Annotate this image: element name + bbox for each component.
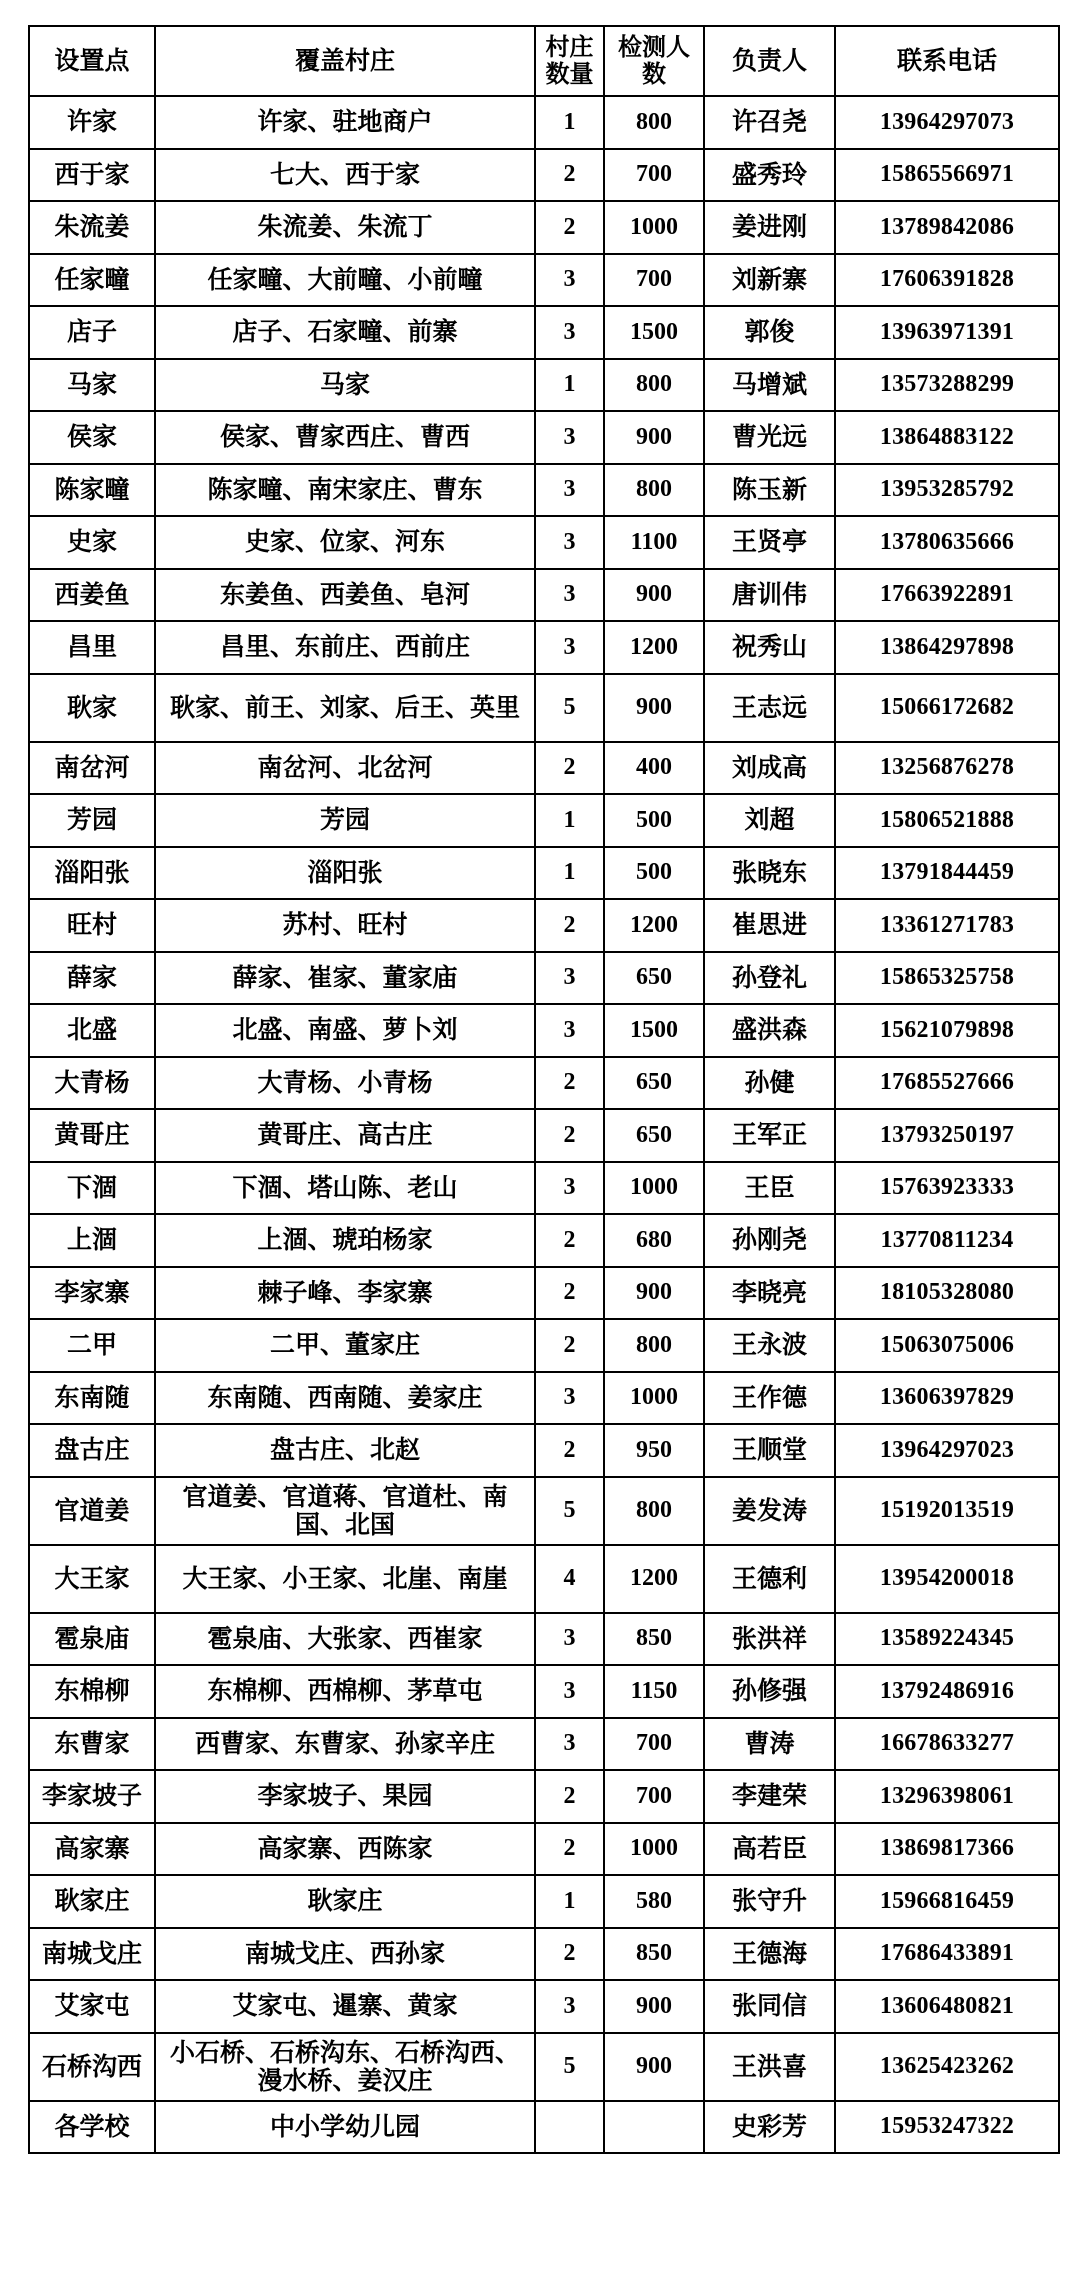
cell-people-count: 900: [604, 1267, 704, 1320]
table-row: [29, 621, 1059, 674]
cell-villages: 许家、驻地商户: [155, 96, 535, 149]
cell-site: 店子: [29, 306, 155, 359]
table-row: [29, 1980, 1059, 2033]
header-village-count: 村庄数量: [535, 26, 604, 96]
cell-site: 芳园: [29, 794, 155, 847]
cell-villages: 大王家、小王家、北崖、南崖: [155, 1545, 535, 1613]
table-header: [29, 26, 1059, 96]
cell-phone: 15953247322: [835, 2101, 1059, 2154]
table-row: [29, 899, 1059, 952]
cell-people-count: 1500: [604, 306, 704, 359]
cell-village-count: 3: [535, 569, 604, 622]
cell-site: 东曹家: [29, 1718, 155, 1771]
cell-site: 东棉柳: [29, 1665, 155, 1718]
cell-village-count: 3: [535, 1665, 604, 1718]
cell-leader: 孙健: [704, 1057, 835, 1110]
cell-villages: 东南随、西南随、姜家庄: [155, 1372, 535, 1425]
cell-phone: 15865325758: [835, 952, 1059, 1005]
cell-villages: 七大、西于家: [155, 149, 535, 202]
cell-site: 下涸: [29, 1162, 155, 1215]
cell-leader: 盛秀玲: [704, 149, 835, 202]
table-row: [29, 1928, 1059, 1981]
cell-phone: 13589224345: [835, 1613, 1059, 1666]
header-row: [29, 26, 1059, 96]
cell-villages: 大青杨、小青杨: [155, 1057, 535, 1110]
cell-villages: 史家、位家、河东: [155, 516, 535, 569]
cell-villages: 盘古庄、北赵: [155, 1424, 535, 1477]
cell-village-count: 3: [535, 464, 604, 517]
cell-site: 石桥沟西: [29, 2033, 155, 2101]
table-row: [29, 1162, 1059, 1215]
cell-leader: 王志远: [704, 674, 835, 742]
cell-people-count: 800: [604, 464, 704, 517]
cell-phone: 13954200018: [835, 1545, 1059, 1613]
cell-villages: 二甲、董家庄: [155, 1319, 535, 1372]
cell-site: 官道姜: [29, 1477, 155, 1545]
cell-leader: 刘新寨: [704, 254, 835, 307]
cell-village-count: 1: [535, 847, 604, 900]
cell-people-count: 680: [604, 1214, 704, 1267]
cell-site: 昌里: [29, 621, 155, 674]
table-row: [29, 1004, 1059, 1057]
cell-villages: 北盛、南盛、萝卜刘: [155, 1004, 535, 1057]
cell-villages: 南城戈庄、西孙家: [155, 1928, 535, 1981]
cell-villages: 陈家疃、南宋家庄、曹东: [155, 464, 535, 517]
header-leader: 负责人: [704, 26, 835, 96]
cell-site: 南城戈庄: [29, 1928, 155, 1981]
cell-people-count: 800: [604, 1319, 704, 1372]
table-row: [29, 2101, 1059, 2154]
cell-village-count: 2: [535, 201, 604, 254]
cell-leader: 刘超: [704, 794, 835, 847]
table-body: [29, 96, 1059, 2153]
cell-people-count: 400: [604, 742, 704, 795]
cell-people-count: 1200: [604, 1545, 704, 1613]
table-row: [29, 1372, 1059, 1425]
cell-village-count: 3: [535, 411, 604, 464]
cell-people-count: 650: [604, 952, 704, 1005]
cell-village-count: 2: [535, 1823, 604, 1876]
cell-site: 耿家庄: [29, 1875, 155, 1928]
cell-people-count: 900: [604, 1980, 704, 2033]
table-row: [29, 411, 1059, 464]
cell-phone: 13792486916: [835, 1665, 1059, 1718]
cell-people-count: 700: [604, 1718, 704, 1771]
cell-villages: 芳园: [155, 794, 535, 847]
cell-leader: 高若臣: [704, 1823, 835, 1876]
cell-phone: 17606391828: [835, 254, 1059, 307]
cell-leader: 张晓东: [704, 847, 835, 900]
table-row: [29, 306, 1059, 359]
cell-village-count: 3: [535, 1980, 604, 2033]
cell-villages: 黄哥庄、高古庄: [155, 1109, 535, 1162]
cell-phone: 16678633277: [835, 1718, 1059, 1771]
cell-phone: 15966816459: [835, 1875, 1059, 1928]
cell-village-count: 3: [535, 1613, 604, 1666]
cell-phone: 13864297898: [835, 621, 1059, 674]
cell-phone: 17685527666: [835, 1057, 1059, 1110]
cell-people-count: 900: [604, 569, 704, 622]
cell-village-count: 3: [535, 254, 604, 307]
cell-people-count: 1200: [604, 899, 704, 952]
cell-site: 许家: [29, 96, 155, 149]
cell-villages: 薛家、崔家、董家庙: [155, 952, 535, 1005]
cell-phone: 13770811234: [835, 1214, 1059, 1267]
cell-people-count: 850: [604, 1613, 704, 1666]
table-row: [29, 254, 1059, 307]
cell-people-count: 1000: [604, 201, 704, 254]
cell-leader: 孙登礼: [704, 952, 835, 1005]
cell-leader: 刘成高: [704, 742, 835, 795]
cell-people-count: 900: [604, 411, 704, 464]
cell-site: 北盛: [29, 1004, 155, 1057]
cell-villages: 下涸、塔山陈、老山: [155, 1162, 535, 1215]
cell-village-count: [535, 2101, 604, 2154]
cell-phone: 15806521888: [835, 794, 1059, 847]
cell-people-count: [604, 2101, 704, 2154]
cell-phone: 17663922891: [835, 569, 1059, 622]
cell-phone: 13296398061: [835, 1770, 1059, 1823]
cell-village-count: 2: [535, 1770, 604, 1823]
cell-leader: 王永波: [704, 1319, 835, 1372]
cell-phone: 13361271783: [835, 899, 1059, 952]
cell-villages: 高家寨、西陈家: [155, 1823, 535, 1876]
cell-phone: 15621079898: [835, 1004, 1059, 1057]
cell-village-count: 2: [535, 1319, 604, 1372]
table-row: [29, 201, 1059, 254]
cell-villages: 任家疃、大前疃、小前疃: [155, 254, 535, 307]
header-site: 设置点: [29, 26, 155, 96]
table-row: [29, 516, 1059, 569]
cell-leader: 李晓亮: [704, 1267, 835, 1320]
cell-leader: 张洪祥: [704, 1613, 835, 1666]
table-row: [29, 674, 1059, 742]
cell-villages: 上涸、琥珀杨家: [155, 1214, 535, 1267]
table-container: [28, 25, 1058, 2154]
cell-leader: 陈玉新: [704, 464, 835, 517]
table-row: [29, 1424, 1059, 1477]
header-people-count: 检测人数: [604, 26, 704, 96]
cell-people-count: 1000: [604, 1823, 704, 1876]
table-row: [29, 1214, 1059, 1267]
table-row: [29, 1109, 1059, 1162]
cell-village-count: 3: [535, 952, 604, 1005]
cell-people-count: 1200: [604, 621, 704, 674]
cell-site: 二甲: [29, 1319, 155, 1372]
table-row: [29, 359, 1059, 412]
cell-villages: 艾家屯、暹寨、黄家: [155, 1980, 535, 2033]
cell-village-count: 2: [535, 899, 604, 952]
cell-phone: 13793250197: [835, 1109, 1059, 1162]
cell-people-count: 650: [604, 1109, 704, 1162]
cell-leader: 唐训伟: [704, 569, 835, 622]
cell-village-count: 3: [535, 306, 604, 359]
cell-leader: 王臣: [704, 1162, 835, 1215]
table-row: [29, 794, 1059, 847]
cell-phone: 13573288299: [835, 359, 1059, 412]
cell-people-count: 850: [604, 1928, 704, 1981]
cell-villages: 东姜鱼、西姜鱼、皂河: [155, 569, 535, 622]
cell-villages: 店子、石家疃、前寨: [155, 306, 535, 359]
cell-people-count: 700: [604, 254, 704, 307]
cell-phone: 13953285792: [835, 464, 1059, 517]
table-row: [29, 1477, 1059, 1545]
cell-leader: 张同信: [704, 1980, 835, 2033]
cell-people-count: 580: [604, 1875, 704, 1928]
cell-site: 侯家: [29, 411, 155, 464]
cell-village-count: 2: [535, 1267, 604, 1320]
cell-leader: 姜进刚: [704, 201, 835, 254]
cell-village-count: 2: [535, 1928, 604, 1981]
table-row: [29, 1665, 1059, 1718]
cell-people-count: 700: [604, 1770, 704, 1823]
cell-people-count: 900: [604, 674, 704, 742]
cell-village-count: 1: [535, 359, 604, 412]
cell-site: 东南随: [29, 1372, 155, 1425]
table-row: [29, 1057, 1059, 1110]
cell-leader: 祝秀山: [704, 621, 835, 674]
cell-village-count: 1: [535, 794, 604, 847]
table-row: [29, 1770, 1059, 1823]
cell-leader: 崔思进: [704, 899, 835, 952]
header-phone: 联系电话: [835, 26, 1059, 96]
table-row: [29, 1875, 1059, 1928]
cell-site: 南岔河: [29, 742, 155, 795]
table-row: [29, 1613, 1059, 1666]
cell-village-count: 3: [535, 516, 604, 569]
cell-site: 上涸: [29, 1214, 155, 1267]
table-row: [29, 464, 1059, 517]
cell-village-count: 3: [535, 1718, 604, 1771]
cell-site: 朱流姜: [29, 201, 155, 254]
cell-leader: 孙刚尧: [704, 1214, 835, 1267]
table-row: [29, 952, 1059, 1005]
cell-phone: 13625423262: [835, 2033, 1059, 2101]
cell-villages: 官道姜、官道蒋、官道杜、南国、北国: [155, 1477, 535, 1545]
cell-villages: 中小学幼儿园: [155, 2101, 535, 2154]
cell-villages: 淄阳张: [155, 847, 535, 900]
cell-villages: 马家: [155, 359, 535, 412]
table-row: [29, 742, 1059, 795]
cell-villages: 耿家庄: [155, 1875, 535, 1928]
cell-leader: 王作德: [704, 1372, 835, 1425]
cell-site: 黄哥庄: [29, 1109, 155, 1162]
table-row: [29, 1718, 1059, 1771]
cell-site: 任家疃: [29, 254, 155, 307]
cell-leader: 马增斌: [704, 359, 835, 412]
table-row: [29, 847, 1059, 900]
table-row: [29, 1319, 1059, 1372]
cell-site: 李家寨: [29, 1267, 155, 1320]
cell-people-count: 650: [604, 1057, 704, 1110]
cell-people-count: 800: [604, 359, 704, 412]
cell-village-count: 2: [535, 742, 604, 795]
cell-leader: 张守升: [704, 1875, 835, 1928]
cell-leader: 王军正: [704, 1109, 835, 1162]
cell-villages: 昌里、东前庄、西前庄: [155, 621, 535, 674]
cell-people-count: 1500: [604, 1004, 704, 1057]
header-villages: 覆盖村庄: [155, 26, 535, 96]
cell-phone: 15066172682: [835, 674, 1059, 742]
cell-leader: 孙修强: [704, 1665, 835, 1718]
cell-village-count: 3: [535, 1372, 604, 1425]
table-row: [29, 1267, 1059, 1320]
cell-site: 史家: [29, 516, 155, 569]
cell-villages: 小石桥、石桥沟东、石桥沟西、漫水桥、姜汉庄: [155, 2033, 535, 2101]
cell-phone: 13869817366: [835, 1823, 1059, 1876]
table-row: [29, 149, 1059, 202]
cell-people-count: 950: [604, 1424, 704, 1477]
cell-site: 大王家: [29, 1545, 155, 1613]
cell-people-count: 1150: [604, 1665, 704, 1718]
cell-site: 高家寨: [29, 1823, 155, 1876]
cell-site: 大青杨: [29, 1057, 155, 1110]
cell-leader: 许召尧: [704, 96, 835, 149]
cell-villages: 西曹家、东曹家、孙家辛庄: [155, 1718, 535, 1771]
cell-leader: 王贤亭: [704, 516, 835, 569]
cell-phone: 13789842086: [835, 201, 1059, 254]
cell-site: 雹泉庙: [29, 1613, 155, 1666]
cell-site: 盘古庄: [29, 1424, 155, 1477]
cell-village-count: 1: [535, 1875, 604, 1928]
cell-village-count: 3: [535, 621, 604, 674]
cell-village-count: 5: [535, 674, 604, 742]
cell-people-count: 500: [604, 847, 704, 900]
cell-villages: 朱流姜、朱流丁: [155, 201, 535, 254]
testing-sites-table: [28, 25, 1060, 2154]
cell-people-count: 1100: [604, 516, 704, 569]
cell-villages: 苏村、旺村: [155, 899, 535, 952]
cell-leader: 王德利: [704, 1545, 835, 1613]
cell-phone: 15063075006: [835, 1319, 1059, 1372]
cell-phone: 13963971391: [835, 306, 1059, 359]
cell-site: 李家坡子: [29, 1770, 155, 1823]
cell-phone: 13606397829: [835, 1372, 1059, 1425]
cell-leader: 王德海: [704, 1928, 835, 1981]
cell-phone: 15865566971: [835, 149, 1059, 202]
cell-village-count: 3: [535, 1004, 604, 1057]
cell-phone: 18105328080: [835, 1267, 1059, 1320]
cell-leader: 李建荣: [704, 1770, 835, 1823]
cell-villages: 东棉柳、西棉柳、茅草屯: [155, 1665, 535, 1718]
cell-site: 旺村: [29, 899, 155, 952]
cell-people-count: 1000: [604, 1372, 704, 1425]
cell-site: 陈家疃: [29, 464, 155, 517]
cell-village-count: 5: [535, 2033, 604, 2101]
cell-village-count: 4: [535, 1545, 604, 1613]
cell-villages: 侯家、曹家西庄、曹西: [155, 411, 535, 464]
cell-phone: 13606480821: [835, 1980, 1059, 2033]
cell-villages: 耿家、前王、刘家、后王、英里: [155, 674, 535, 742]
cell-site: 淄阳张: [29, 847, 155, 900]
cell-leader: 曹涛: [704, 1718, 835, 1771]
cell-people-count: 700: [604, 149, 704, 202]
cell-villages: 雹泉庙、大张家、西崔家: [155, 1613, 535, 1666]
table-row: [29, 2033, 1059, 2101]
cell-village-count: 1: [535, 96, 604, 149]
cell-leader: 盛洪森: [704, 1004, 835, 1057]
cell-village-count: 2: [535, 1424, 604, 1477]
cell-village-count: 2: [535, 1057, 604, 1110]
table-row: [29, 569, 1059, 622]
cell-leader: 郭俊: [704, 306, 835, 359]
cell-villages: 南岔河、北岔河: [155, 742, 535, 795]
cell-site: 马家: [29, 359, 155, 412]
cell-village-count: 2: [535, 1109, 604, 1162]
cell-phone: 13256876278: [835, 742, 1059, 795]
cell-leader: 王洪喜: [704, 2033, 835, 2101]
cell-leader: 曹光远: [704, 411, 835, 464]
cell-people-count: 800: [604, 1477, 704, 1545]
cell-people-count: 500: [604, 794, 704, 847]
cell-people-count: 1000: [604, 1162, 704, 1215]
cell-phone: 13864883122: [835, 411, 1059, 464]
table-row: [29, 96, 1059, 149]
cell-site: 艾家屯: [29, 1980, 155, 2033]
cell-phone: 13964297073: [835, 96, 1059, 149]
cell-people-count: 800: [604, 96, 704, 149]
cell-phone: 17686433891: [835, 1928, 1059, 1981]
cell-village-count: 2: [535, 1214, 604, 1267]
cell-phone: 13780635666: [835, 516, 1059, 569]
cell-site: 耿家: [29, 674, 155, 742]
table-row: [29, 1545, 1059, 1613]
cell-village-count: 2: [535, 149, 604, 202]
cell-site: 薛家: [29, 952, 155, 1005]
cell-villages: 李家坡子、果园: [155, 1770, 535, 1823]
cell-site: 西于家: [29, 149, 155, 202]
cell-site: 各学校: [29, 2101, 155, 2154]
cell-leader: 姜发涛: [704, 1477, 835, 1545]
table-row: [29, 1823, 1059, 1876]
cell-phone: 13791844459: [835, 847, 1059, 900]
cell-village-count: 5: [535, 1477, 604, 1545]
cell-leader: 王顺堂: [704, 1424, 835, 1477]
cell-leader: 史彩芳: [704, 2101, 835, 2154]
cell-site: 西姜鱼: [29, 569, 155, 622]
cell-villages: 棘子峰、李家寨: [155, 1267, 535, 1320]
cell-phone: 15763923333: [835, 1162, 1059, 1215]
cell-phone: 15192013519: [835, 1477, 1059, 1545]
cell-people-count: 900: [604, 2033, 704, 2101]
cell-phone: 13964297023: [835, 1424, 1059, 1477]
cell-village-count: 3: [535, 1162, 604, 1215]
